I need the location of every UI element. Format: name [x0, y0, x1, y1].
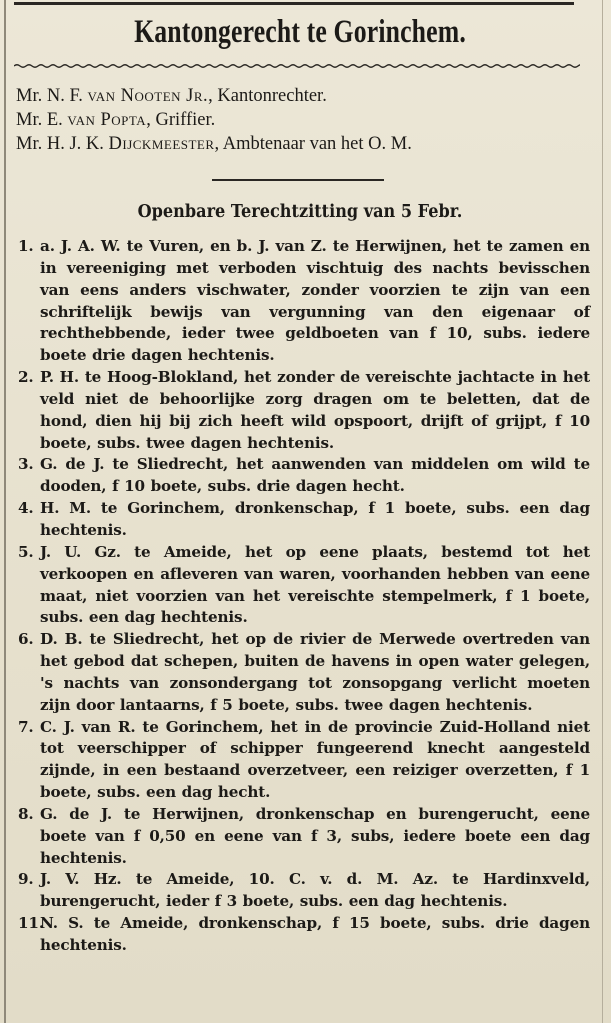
officer-prefix: Mr. N. F.: [16, 86, 88, 106]
case-text: J. V. Hz. te Ameide, 10. C. v. d. M. Az. te Hardinxveld, burengerucht, ieder f 3 boete, subs. een dag hechtenis.: [40, 870, 590, 911]
case-item: [18, 629, 590, 716]
case-item: [18, 804, 590, 870]
case-number: 2.: [18, 368, 34, 387]
officer-prefix: Mr. H. J. K.: [16, 134, 109, 154]
officer-role: , Ambtenaar van het O. M.: [214, 134, 412, 154]
left-column-rule: [4, 0, 6, 1023]
case-text: H. M. te Gorinchem, dronkenschap, f 1 boete, subs. een dag hechtenis.: [40, 499, 590, 539]
case-list: [18, 236, 590, 957]
section-rule: [212, 179, 384, 181]
case-text: G. de J. te Sliedrecht, het aanwenden van middelen om wild te dooden, f 10 boete, subs. drie dagen hecht.: [40, 455, 590, 496]
officer-line: [16, 84, 596, 108]
officer-line: [16, 132, 596, 156]
case-item: [18, 236, 590, 367]
case-number: 8.: [18, 804, 34, 823]
officer-name: Dijckmeester: [108, 134, 215, 154]
page-title: Kantongerecht te Gorinchem.: [134, 14, 466, 50]
case-item: [18, 454, 590, 498]
case-item: [18, 367, 590, 454]
case-text: G. de J. te Herwijnen, dronkenschap en burengerucht, eene boete van f 0,50 en eene van f 3, subs, iedere boete een dag hechtenis.: [40, 804, 590, 867]
top-rule: [14, 2, 574, 5]
case-text: N. S. te Ameide, dronkenschap, f 15 boete, subs. drie dagen hechtenis.: [40, 914, 590, 954]
officer-role: , Kantonrechter.: [208, 86, 327, 106]
case-number: 3.: [18, 455, 34, 474]
officer-role: , Griffier.: [146, 110, 216, 130]
case-item: [18, 542, 590, 629]
right-column-rule: [602, 0, 603, 1023]
case-item: [18, 869, 590, 913]
court-officers: [16, 84, 596, 156]
officer-prefix: Mr. E.: [16, 110, 68, 130]
officer-line: [16, 108, 596, 132]
case-text: D. B. te Sliedrecht, het op de rivier de Merwede overtreden van het gebod dat schepen, buiten de havens in open water gelegen, 's nachts van zonsondergang tot zonsopgang verlicht moeten zijn door lantaarns, f 5 boete, subs. twee dagen hechtenis.: [40, 630, 590, 714]
case-item: [18, 717, 590, 804]
officer-name: van Nooten Jr.: [87, 86, 209, 106]
case-item: [18, 913, 590, 957]
case-item: [18, 498, 590, 542]
case-number: 5.: [18, 542, 34, 561]
case-number: 4.: [18, 499, 34, 518]
case-number: 11.: [18, 914, 44, 933]
case-number: 7.: [18, 717, 34, 736]
case-number: 9.: [18, 870, 34, 889]
case-text: a. J. A. W. te Vuren, en b. J. van Z. te Herwijnen, het te zamen en in vereeniging met verboden vischtuig des nachts bevisschen van eens anders vischwater, zonder voorzien te zijn van een schriftelijk bewijs van vergunning van den eigenaar of rechthebbende, ieder twee geldboeten van f 10, subs. iedere boete drie dagen hechtenis.: [40, 237, 590, 365]
officer-name: van Popta: [67, 110, 147, 130]
case-text: J. U. Gz. te Ameide, het op eene plaats, bestemd tot het verkoopen en afleveren van waren, voorhanden hebben van eene maat, niet voorzien van het vereischte stempelmerk, f 1 boete, subs. een dag hechtenis.: [40, 542, 590, 627]
case-number: 1.: [18, 237, 34, 255]
case-text: C. J. van R. te Gorinchem, het in de provincie Zuid-Holland niet tot veerschipper of schipper fungeerend knecht aangesteld zijnde, in een bestaand overzetveer, een reiziger overzetten, f 1 boete, subs. een dag hecht.: [40, 717, 590, 802]
case-number: 6.: [18, 630, 34, 649]
session-heading: Openbare Terechtzitting van 5 Febr.: [137, 202, 463, 222]
wavy-divider: [14, 62, 580, 70]
case-text: P. H. te Hoog-Blokland, het zonder de vereischte jachtacte in het veld niet de behoorlijke zorg dragen om te beletten, dat de hond, dien hij bij zich heeft wild opspoort, drijft of grijpt, f 10 boete, subs. twee dagen hechtenis.: [40, 368, 590, 452]
